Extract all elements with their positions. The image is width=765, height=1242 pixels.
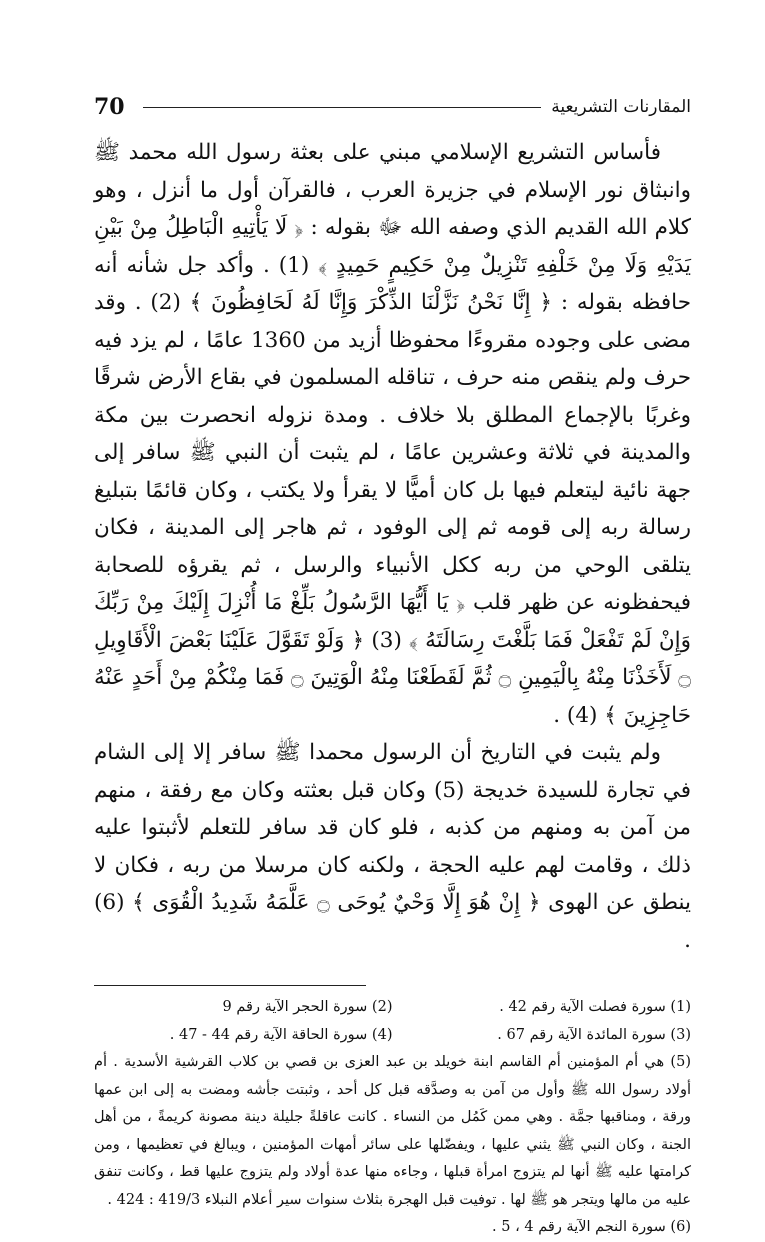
running-title: المقارنات التشريعية xyxy=(551,97,691,117)
page-header xyxy=(94,92,691,122)
footnotes xyxy=(94,994,691,1242)
main-text xyxy=(94,134,691,959)
header-rule xyxy=(143,107,542,108)
footnote-5: (5) هي أم المؤمنين أم القاسم ابنة خويلد بن عبد العزى بن قصي بن كلاب القرشية الأسدية . أم أولاد رسول الله ﷺ وأول من آمن به وصدَّقه قبل كل أحد ، وثبتت جأشه ومضت به إلى ابن عمها ورقة ، ومناقبها جمَّة . وهي ممن كَمُل من النساء . كانت عاقلةً جليلة دينة مصونة كريمةً ، من أهل الجنة ، وكان النبي ﷺ يثني عليها ، ويفضّلها على سائر أمهات المؤمنين ، ويبالغ في تعظيمها ، ومن كرامتها عليه ﷺ أنها لم يتزوج امرأة قبلها ، وجاءه منها عدة أولاد ولم يتزوج عليها قط ، وكانت تنفق عليه من مالها ويتجر هو ﷺ لها . توفيت قبل الهجرة بثلاث سنوات سير أعلام النبلاء 419/3 : 424 . xyxy=(94,1054,691,1208)
footnote-row xyxy=(94,1022,691,1050)
footnote-3: (3) سورة المائدة الآية رقم 67 . xyxy=(497,1026,691,1043)
footnote-row xyxy=(94,994,691,1022)
footnote-1: (1) سورة فصلت الآية رقم 42 . xyxy=(499,999,691,1015)
paragraph: فأساس التشريع الإسلامي مبني على بعثة رسول الله محمد ﷺ وانبثاق نور الإسلام في جزيرة العرب ، فالقرآن أول ما أنزل ، وهو كلام الله القديم الذي وصفه الله ﷻ بقوله : ﴿ لَا يَأْتِيهِ الْبَاطِلُ مِنْ بَيْنِ يَدَيْهِ وَلَا مِنْ خَلْفِهِ تَنْزِيلٌ مِنْ حَكِيمٍ حَمِيدٍ ﴾ (1) . وأكد جل شأنه أنه حافظه بقوله : ﴿ إِنَّا نَحْنُ نَزَّلْنَا الذِّكْرَ وَإِنَّا لَهُ لَحَافِظُونَ ﴾ (2) . وقد مضى على وجوده مقروءًا محفوظا أزيد من 1360 عامًا ، لم يزد فيه حرف ولم ينقص منه حرف ، تناقله المسلمون في بقاع الأرض شرقًا وغربًا بالإجماع المطلق بلا خلاف . ومدة نزوله انحصرت بين مكة والمدينة في ثلاثة وعشرين عامًا ، لم يثبت أن النبي ﷺ سافر إلى جهة نائية ليتعلم فيها بل كان أميًّا لا يقرأ ولا يكتب ، وكان قائمًا بتبليغ رسالة ربه إلى قومه ثم إلى الوفود ، ثم هاجر إلى المدينة ، فكان يتلقى الوحي من ربه ككل الأنبياء والرسل ، ثم يقرؤه للصحابة فيحفظونه عن ظهر قلب ﴿ يَا أَيُّهَا الرَّسُولُ بَلِّغْ مَا أُنْزِلَ إِلَيْكَ مِنْ رَبِّكَ وَإِنْ لَمْ تَفْعَلْ فَمَا بَلَّغْتَ رِسَالَتَهُ ﴾ (3) ﴿ وَلَوْ تَقَوَّلَ عَلَيْنَا بَعْضَ الْأَقَاوِيلِ ۝ لَأَخَذْنَا مِنْهُ بِالْيَمِينِ ۝ ثُمَّ لَقَطَعْنَا مِنْهُ الْوَتِينَ ۝ فَمَا مِنْكُمْ مِنْ أَحَدٍ عَنْهُ حَاجِزِينَ ﴾ (4) . xyxy=(94,140,692,728)
footnote-6: (6) سورة النجم الآية رقم 4 ، 5 . xyxy=(492,1219,691,1235)
footnote-4: (4) سورة الحاقة الآية رقم 44 - 47 . xyxy=(169,1026,393,1043)
footnote-separator xyxy=(94,985,366,986)
paragraph: ولم يثبت في التاريخ أن الرسول محمدا ﷺ سافر إلا إلى الشام في تجارة للسيدة خديجة (5) وكان قبل بعثته وكان مع رفقة ، منهم من آمن به ومنهم من كذبه ، فلو كان قد سافر للتعلم لأثبتوا عليه ذلك ، وقامت لهم عليه الحجة ، ولكنه كان مرسلا من ربه ، فكان لا ينطق عن الهوى ﴿ إِنْ هُوَ إِلَّا وَحْيٌ يُوحَى ۝ عَلَّمَهُ شَدِيدُ الْقُوَى ﴾ (6) . xyxy=(94,740,691,953)
page-number: 70 xyxy=(94,94,125,120)
footnote-2: (2) سورة الحجر الآية رقم 9 xyxy=(222,999,393,1015)
